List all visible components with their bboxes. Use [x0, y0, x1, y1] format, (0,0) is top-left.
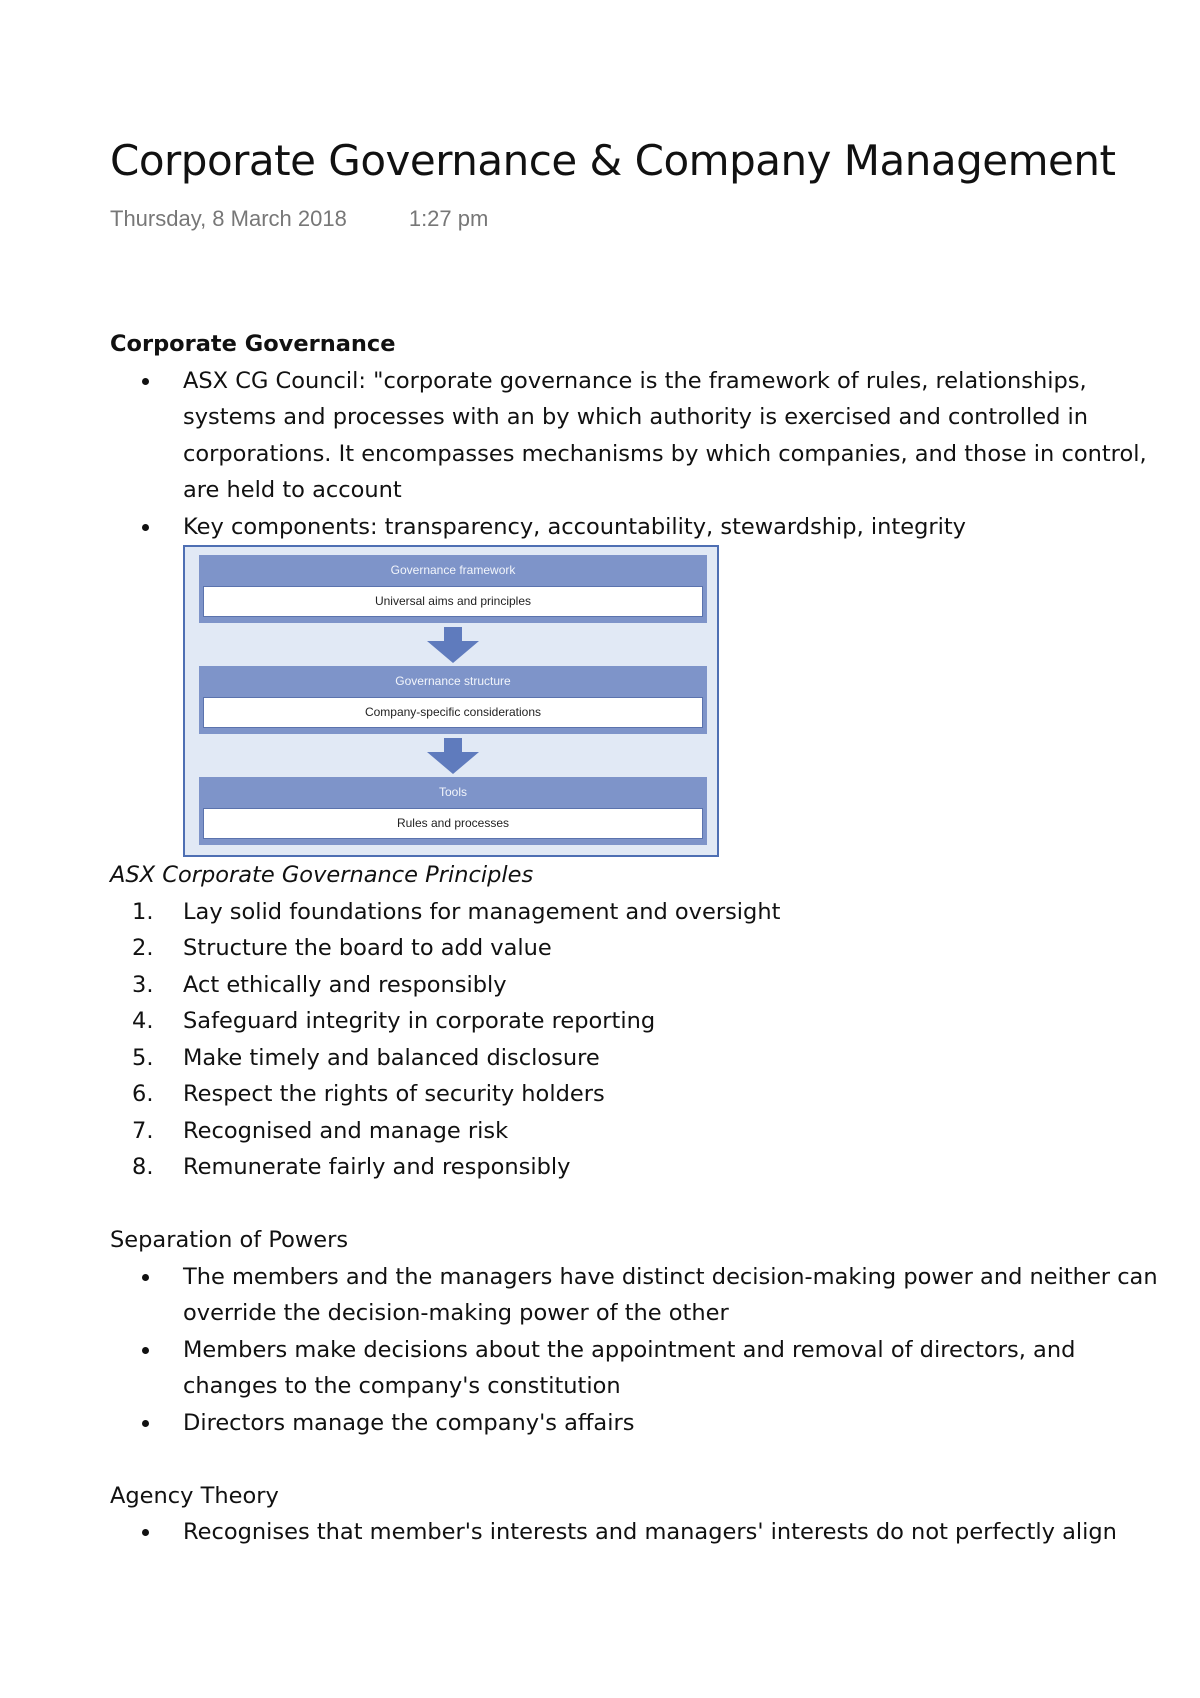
spacer	[110, 1441, 1170, 1478]
list-text: Recognised and manage risk	[183, 1117, 509, 1144]
list-item	[110, 1149, 1170, 1186]
date-stamp: Thursday, 8 March 2018	[110, 206, 347, 231]
corporate-governance-list	[110, 363, 1170, 546]
page-meta	[110, 206, 488, 232]
list-number: 6.	[132, 1081, 154, 1107]
diagram-block-heading: Governance framework	[390, 563, 516, 577]
note-content	[110, 326, 1170, 1551]
list-item: Members make decisions about the appointment and removal of directors, and changes to the company's constitution	[110, 1332, 1170, 1405]
list-item	[110, 1003, 1170, 1040]
section-heading-agency-theory: Agency Theory	[110, 1482, 279, 1509]
list-item	[110, 1076, 1170, 1113]
list-item: Recognises that member's interests and managers' interests do not perfectly align	[110, 1514, 1170, 1551]
list-item: ASX CG Council: "corporate governance is the framework of rules, relationships, systems and processes with an by which authority is exercised and controlled in corporations. It encompasses mechanisms by which companies, and those in control, are held to account	[110, 363, 1170, 509]
governance-diagram	[183, 545, 719, 857]
list-item: Key components: transparency, accountability, stewardship, integrity	[110, 509, 1170, 546]
list-item: Directors manage the company's affairs	[110, 1405, 1170, 1442]
section-heading-corporate-governance: Corporate Governance	[110, 331, 396, 357]
diagram-block-heading: Tools	[438, 785, 467, 799]
list-text: Remunerate fairly and responsibly	[183, 1154, 571, 1180]
list-text: Make timely and balanced disclosure	[183, 1044, 600, 1071]
diagram-block-box: Universal aims and principles	[203, 586, 703, 617]
list-item	[110, 1113, 1170, 1150]
list-number: 2.	[132, 935, 154, 961]
separation-of-powers-list	[110, 1259, 1170, 1442]
time-stamp: 1:27 pm	[408, 206, 489, 231]
spacer	[110, 1186, 1170, 1223]
list-number: 4.	[132, 1008, 154, 1034]
list-text: Act ethically and responsibly	[183, 971, 507, 998]
diagram-block-tools	[199, 777, 707, 845]
diagram-block-box: Company-specific considerations	[203, 697, 703, 728]
asx-principles-list	[110, 894, 1170, 1186]
list-number: 8.	[132, 1154, 154, 1180]
list-item	[110, 1040, 1170, 1077]
list-text: Lay solid foundations for management and oversight	[183, 898, 781, 925]
agency-theory-list	[110, 1514, 1170, 1551]
section-heading-asx-principles: ASX Corporate Governance Principles	[110, 862, 534, 888]
diagram-block-heading: Governance structure	[395, 674, 511, 688]
diagram-block-box: Rules and processes	[203, 808, 703, 839]
list-number: 7.	[132, 1117, 154, 1144]
list-item: The members and the managers have distinct decision-making power and neither can override the decision-making power of the other	[110, 1259, 1170, 1332]
page-title: Corporate Governance & Company Management	[110, 136, 1116, 185]
diagram-block-framework	[199, 555, 707, 623]
list-text: Structure the board to add value	[183, 935, 552, 961]
list-number: 3.	[132, 971, 154, 998]
list-item	[110, 967, 1170, 1004]
section-heading-separation-of-powers: Separation of Powers	[110, 1227, 349, 1253]
list-number: 1.	[132, 898, 154, 925]
diagram-block-structure	[199, 666, 707, 734]
list-item	[110, 894, 1170, 931]
list-number: 5.	[132, 1044, 154, 1071]
list-text: Safeguard integrity in corporate reporting	[183, 1008, 656, 1034]
list-text: Respect the rights of security holders	[183, 1081, 605, 1107]
list-item	[110, 930, 1170, 967]
